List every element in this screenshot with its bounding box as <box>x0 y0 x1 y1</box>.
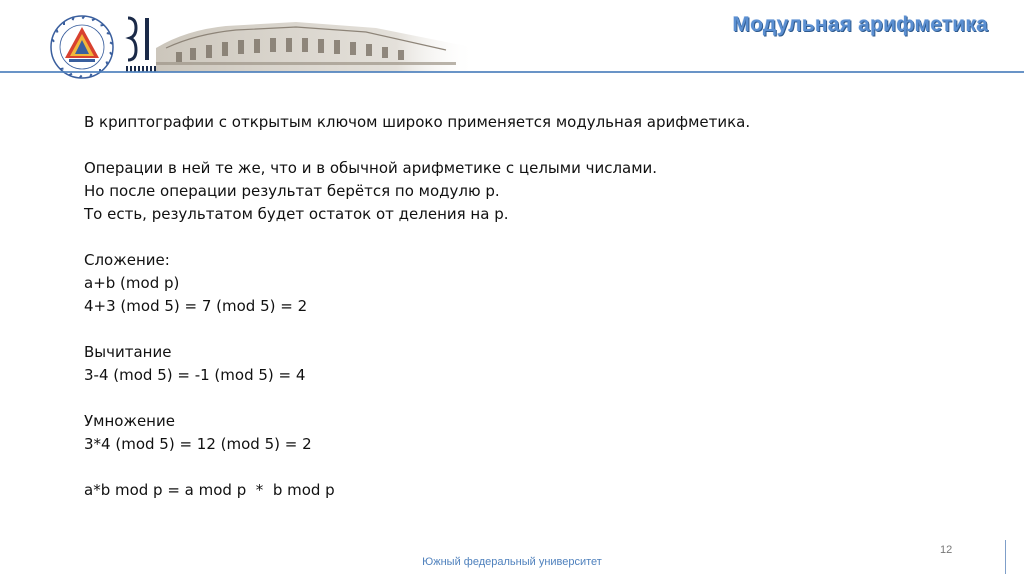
operations-text-line-1: Операции в ней те же, что и в обычной арифметике с целыми числами. <box>84 159 658 177</box>
slide-title: Модульная арифметика <box>732 13 988 36</box>
addition-heading: Сложение: <box>84 251 170 269</box>
slide-body <box>84 111 964 502</box>
spacer <box>84 318 964 341</box>
header-divider <box>0 71 1024 73</box>
spacer <box>84 387 964 410</box>
spacer <box>84 134 964 157</box>
footer-university-name: Южный федеральный университет <box>422 556 602 568</box>
slide-header <box>0 0 1024 80</box>
subtraction-heading: Вычитание <box>84 343 172 361</box>
addition-example: 4+3 (mod 5) = 7 (mod 5) = 2 <box>84 297 308 315</box>
multiplication-heading: Умножение <box>84 412 175 430</box>
spacer <box>84 226 964 249</box>
operations-text-line-2: Но после операции результат берётся по модулю p. <box>84 182 500 200</box>
addition-formula: a+b (mod p) <box>84 274 180 292</box>
university-building-image <box>156 18 476 72</box>
product-rule: a*b mod p = a mod p * b mod p <box>84 481 335 499</box>
multiplication-example: 3*4 (mod 5) = 12 (mod 5) = 2 <box>84 435 312 453</box>
page-number: 12 <box>940 544 953 556</box>
intro-text: В криптографии с открытым ключом широко применяется модульная арифметика. <box>84 113 751 131</box>
subtraction-example: 3-4 (mod 5) = -1 (mod 5) = 4 <box>84 366 306 384</box>
operations-text-line-3: То есть, результатом будет остаток от деления на p. <box>84 205 509 223</box>
spacer <box>84 456 964 479</box>
institute-logo <box>124 14 160 76</box>
